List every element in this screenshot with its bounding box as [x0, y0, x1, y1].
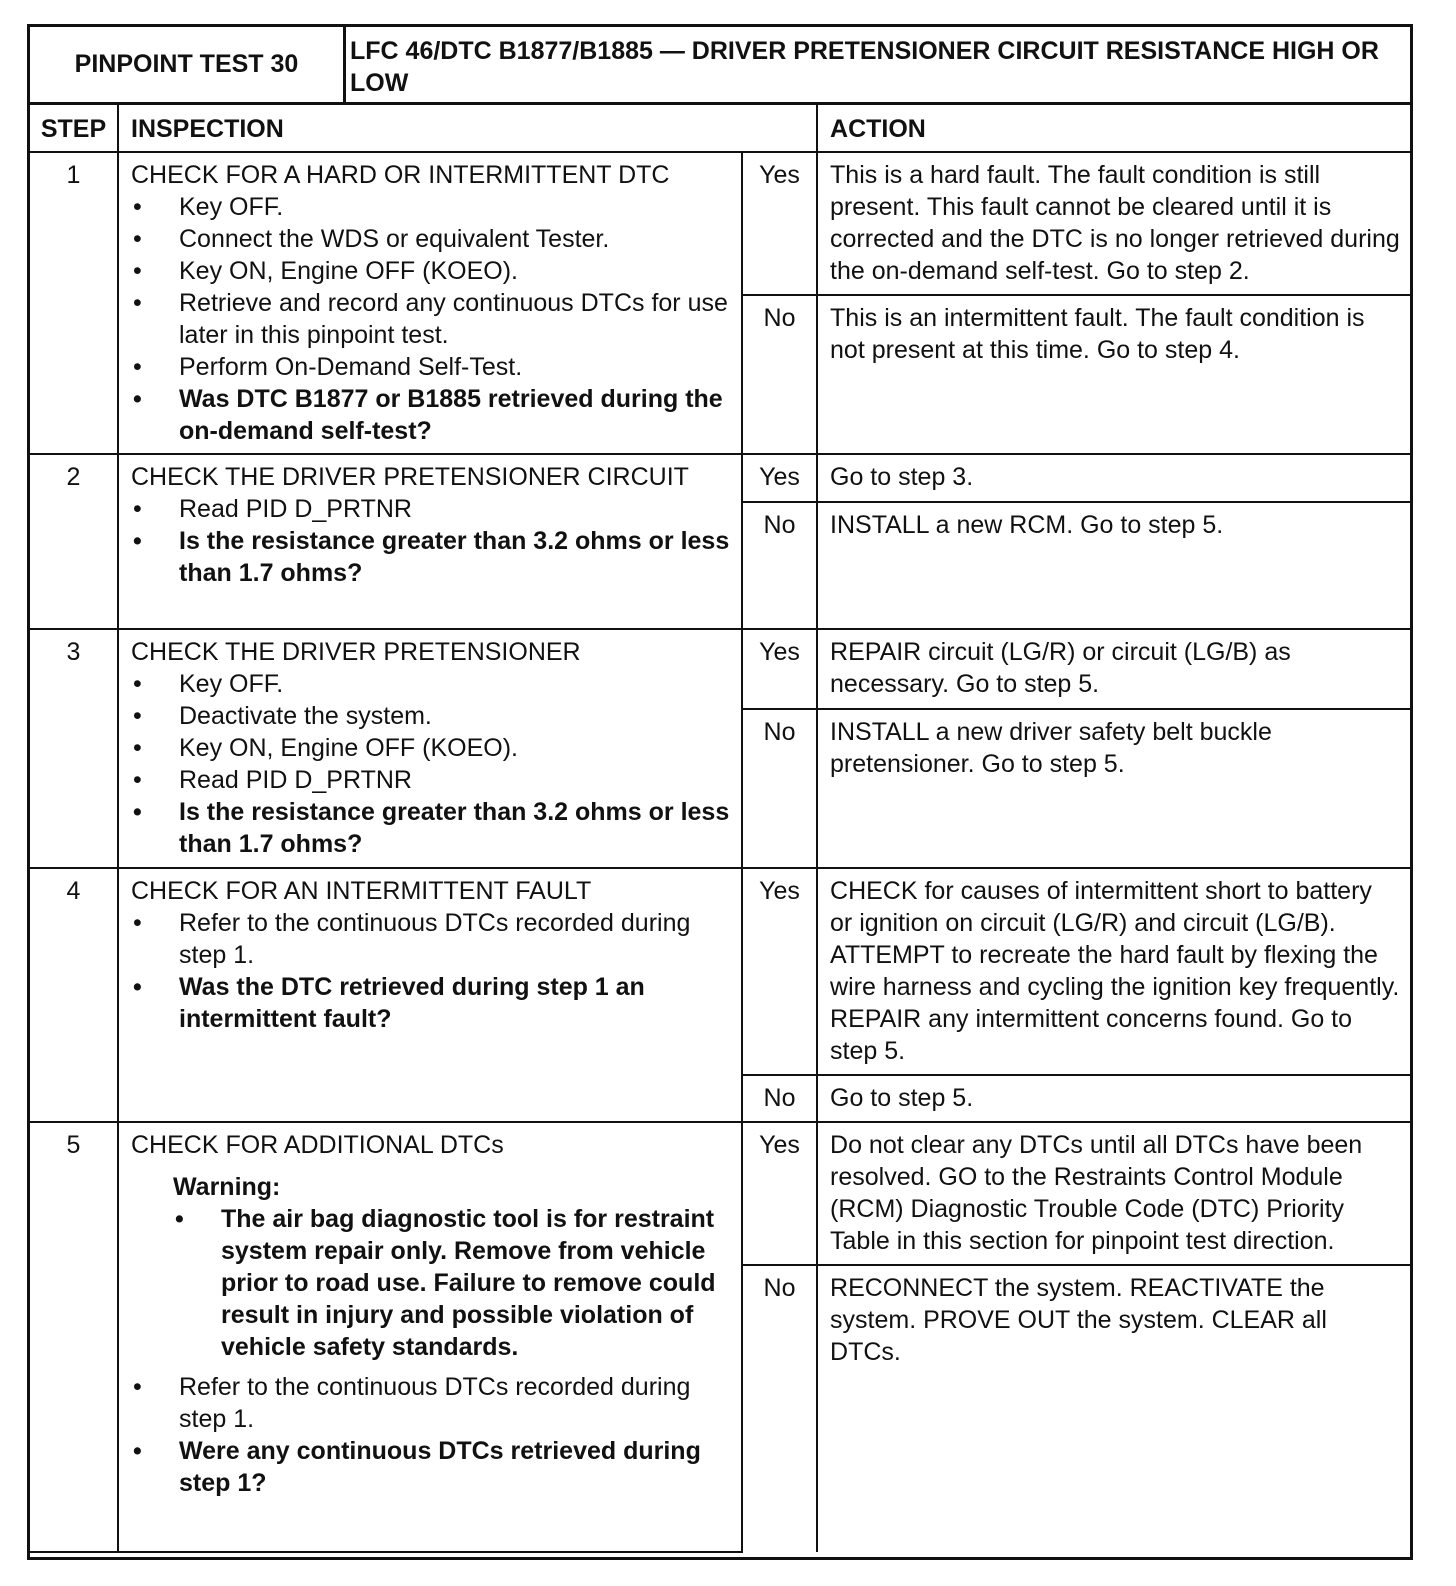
step-question: • Is the resistance greater than 3.2 ohms or less than 1.7 ohms?	[131, 525, 731, 589]
no-action: RECONNECT the system. REACTIVATE the system. PROVE OUT the system. CLEAR all DTCs.	[817, 1265, 1410, 1552]
warning-bullets	[173, 1203, 731, 1363]
no-label: No	[742, 1265, 817, 1552]
bullet-item: • Key OFF.	[131, 668, 731, 700]
yes-label: Yes	[742, 152, 817, 295]
bullet-item: • Key ON, Engine OFF (KOEO).	[131, 732, 731, 764]
step-row	[30, 454, 1410, 502]
bullet-item: • Connect the WDS or equivalent Tester.	[131, 223, 731, 255]
step-bullets	[131, 907, 731, 1035]
column-header-step: STEP	[30, 105, 118, 152]
step-heading: CHECK FOR ADDITIONAL DTCs	[131, 1131, 504, 1159]
yes-action: REPAIR circuit (LG/R) or circuit (LG/B) as necessary. Go to step 5.	[817, 629, 1410, 709]
test-id: PINPOINT TEST 30	[30, 27, 346, 102]
column-header-row	[30, 105, 1410, 152]
step-heading: CHECK FOR AN INTERMITTENT FAULT	[131, 877, 592, 905]
no-action: Go to step 5.	[817, 1075, 1410, 1122]
step-number: 1	[30, 152, 118, 454]
step-question: • Was DTC B1877 or B1885 retrieved during the on-demand self-test?	[131, 383, 731, 447]
yes-action: Go to step 3.	[817, 454, 1410, 502]
step-question: • Was the DTC retrieved during step 1 an intermittent fault?	[131, 971, 731, 1035]
step-number: 2	[30, 454, 118, 629]
yes-action: Do not clear any DTCs until all DTCs have been resolved. GO to the Restraints Control Module (RCM) Diagnostic Trouble Code (DTC) Priority Table in this section for pinpoint test direction.	[817, 1122, 1410, 1265]
bullet-item: • Read PID D_PRTNR	[131, 493, 731, 525]
bullet-item: • Key ON, Engine OFF (KOEO).	[131, 255, 731, 287]
step-row	[30, 152, 1410, 295]
warning-block	[173, 1171, 731, 1363]
step-heading: CHECK FOR A HARD OR INTERMITTENT DTC	[131, 161, 670, 189]
yes-label: Yes	[742, 868, 817, 1075]
pinpoint-test-sheet	[27, 24, 1413, 1560]
bullet-item: • Refer to the continuous DTCs recorded during step 1.	[131, 1371, 731, 1435]
step-row	[30, 868, 1410, 1075]
inspection-cell	[118, 629, 742, 868]
step-bullets	[131, 668, 731, 860]
step-heading: CHECK THE DRIVER PRETENSIONER CIRCUIT	[131, 463, 689, 491]
title-row	[30, 27, 1410, 105]
step-bullets	[131, 1371, 731, 1499]
no-label: No	[742, 295, 817, 454]
column-header-inspection: INSPECTION	[118, 105, 817, 152]
pinpoint-table	[30, 105, 1410, 1553]
bullet-item: • Refer to the continuous DTCs recorded during step 1.	[131, 907, 731, 971]
step-number: 5	[30, 1122, 118, 1552]
yes-label: Yes	[742, 454, 817, 502]
step-bullets	[131, 493, 731, 589]
yes-label: Yes	[742, 629, 817, 709]
column-header-action: ACTION	[817, 105, 1410, 152]
yes-action: This is a hard fault. The fault condition is still present. This fault cannot be cleared until it is corrected and the DTC is no longer retrieved during the on-demand self-test. Go to step 2.	[817, 152, 1410, 295]
no-action: This is an intermittent fault. The fault condition is not present at this time. Go to step 4.	[817, 295, 1410, 454]
no-action: INSTALL a new driver safety belt buckle pretensioner. Go to step 5.	[817, 709, 1410, 868]
inspection-cell	[118, 868, 742, 1122]
step-question: • Is the resistance greater than 3.2 ohms or less than 1.7 ohms?	[131, 796, 731, 860]
yes-action: CHECK for causes of intermittent short to battery or ignition on circuit (LG/R) and circuit (LG/B). ATTEMPT to recreate the hard fault by flexing the wire harness and cycling the ignition key frequently. REPAIR any intermittent concerns found. Go to step 5.	[817, 868, 1410, 1075]
step-row	[30, 1122, 1410, 1265]
step-number: 4	[30, 868, 118, 1122]
step-number: 3	[30, 629, 118, 868]
bullet-item: • Perform On-Demand Self-Test.	[131, 351, 731, 383]
step-heading: CHECK THE DRIVER PRETENSIONER	[131, 638, 581, 666]
step-bullets	[131, 191, 731, 447]
no-label: No	[742, 502, 817, 629]
inspection-cell	[118, 152, 742, 454]
warning-label: Warning:	[173, 1173, 281, 1201]
step-question: • Were any continuous DTCs retrieved during step 1?	[131, 1435, 731, 1499]
bullet-item: • Read PID D_PRTNR	[131, 764, 731, 796]
no-label: No	[742, 709, 817, 868]
bullet-item: • Retrieve and record any continuous DTCs for use later in this pinpoint test.	[131, 287, 731, 351]
test-title: LFC 46/DTC B1877/B1885 — DRIVER PRETENSIONER CIRCUIT RESISTANCE HIGH OR LOW	[350, 37, 1379, 97]
step-row	[30, 629, 1410, 709]
inspection-cell	[118, 1122, 742, 1552]
no-label: No	[742, 1075, 817, 1122]
no-action: INSTALL a new RCM. Go to step 5.	[817, 502, 1410, 629]
yes-label: Yes	[742, 1122, 817, 1265]
inspection-cell	[118, 454, 742, 629]
bullet-item: • Deactivate the system.	[131, 700, 731, 732]
warning-text: • The air bag diagnostic tool is for restraint system repair only. Remove from vehicle prior to road use. Failure to remove could result in injury and possible violation of vehicle safety standards.	[173, 1203, 731, 1363]
bullet-item: • Key OFF.	[131, 191, 731, 223]
